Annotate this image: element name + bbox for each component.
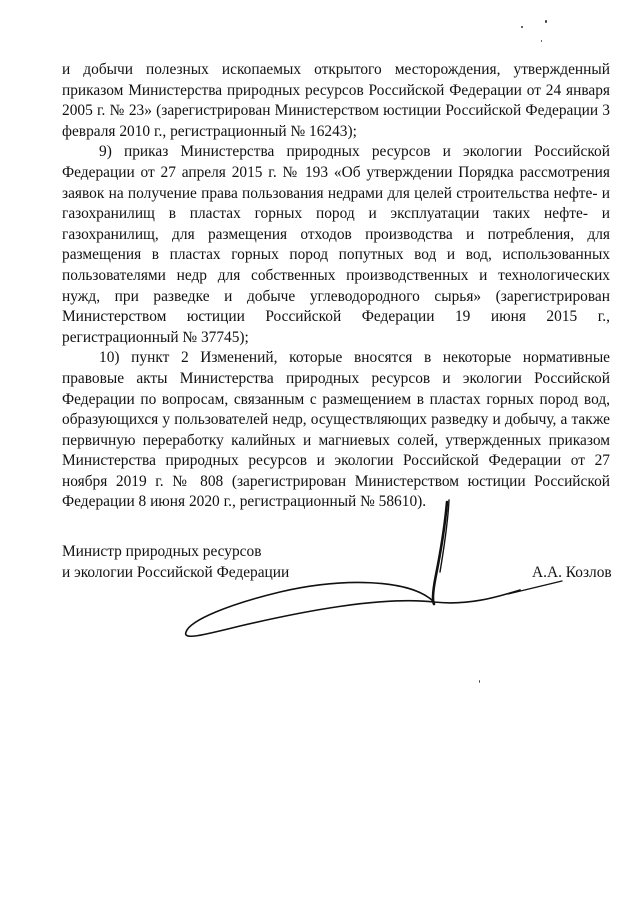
scan-speck xyxy=(541,40,542,42)
signatory-position xyxy=(62,542,289,583)
signatory-name: А.А. Козлов xyxy=(532,564,612,581)
paragraph-item-9: 9) приказ Министерства природных ресурсов и экологии Российской Федерации от 27 апреля 2015 г. № 193 «Об утверждении Порядка рассмотрения заявок на получение права пользования недрами для целей строительства нефте- и газохранилищ в пластах горных пород и эксплуатации таких нефте- и газохранилищ, для размещения отходов производства и потребления, для размещения в пластах горных пород попутных вод и вод, использованных пользователями недр для собственных производственных и технологических нужд, при разведке и добыче углеводородного сырья» (зарегистрирован Министерством юстиции Российской Федерации 19 июня 2015 г., регистрационный № 37745); xyxy=(62,143,610,346)
scan-speck xyxy=(521,26,523,28)
signatory-position-line-2: и экологии Российской Федерации xyxy=(62,563,290,581)
document-body xyxy=(62,60,610,513)
paragraph-continuation: и добычи полезных ископаемых открытого месторождения, утвержденный приказом Министерства природных ресурсов Российской Федерации от 24 января 2005 г. № 23» (зарегистрирован Министерством юстиции Российской Федерации 3 февраля 2010 г., регистрационный № 16243); xyxy=(62,61,610,140)
scan-speck xyxy=(479,680,480,683)
scan-speck xyxy=(545,20,547,23)
signatory-position-line-1: Министр природных ресурсов xyxy=(62,543,262,560)
paragraph-item-10: 10) пункт 2 Изменений, которые вносятся в некоторые нормативные правовые акты Министерства природных ресурсов и экологии Российской Федерации по вопросам, связанным с размещением в пластах горных пород вод, образующихся у пользователей недр, осуществляющих разведку и добычу, а также первичную переработку калийных и магниевых солей, утвержденных приказом Министерства природных ресурсов и экологии Российской Федерации от 27 ноября 2019 г. № 808 (зарегистрирован Министерством юстиции Российской Федерации 8 июня 2020 г., регистрационный № 58610). xyxy=(62,349,610,511)
